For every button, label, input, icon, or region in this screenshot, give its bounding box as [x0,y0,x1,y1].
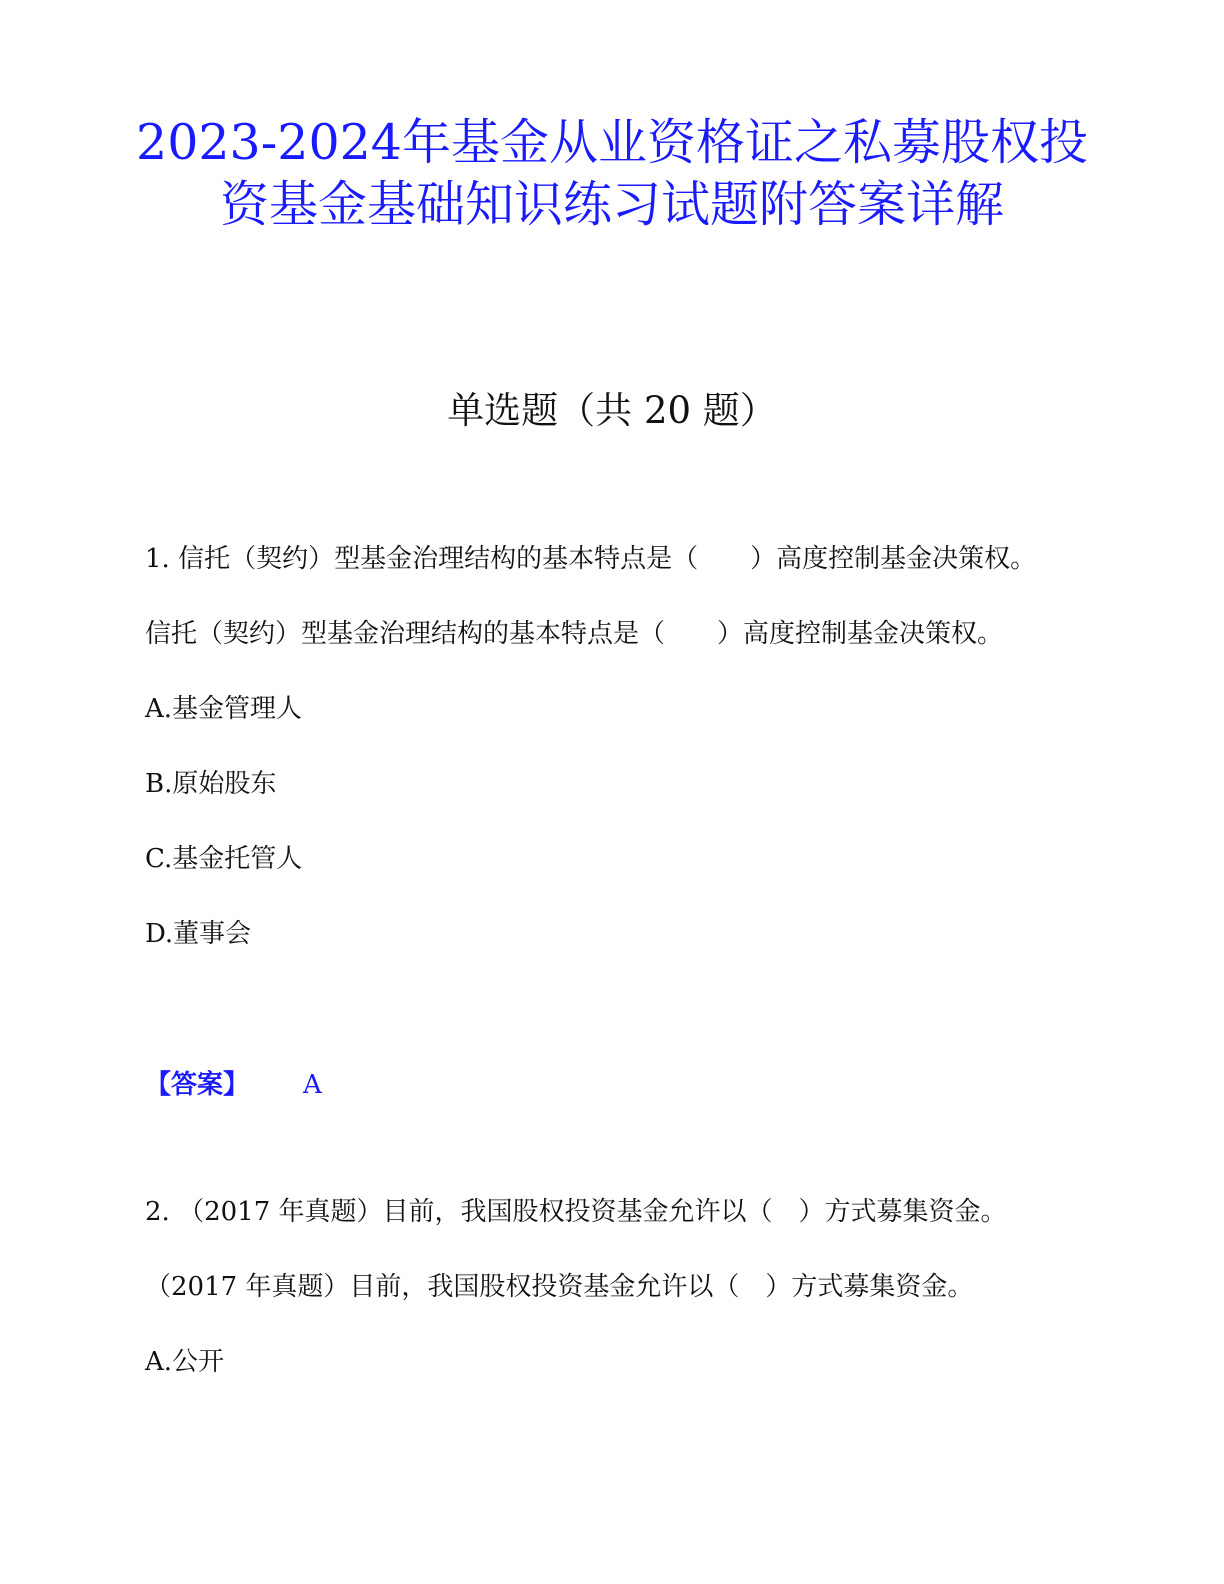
question-2-number-line: 2. （2017 年真题）目前，我国股权投资基金允许以（ ）方式募集资金。 [145,1197,1007,1227]
question-1-option-a: A.基金管理人 [145,694,303,724]
question-1-option-c: C.基金托管人 [145,844,303,874]
document-title: 2023-2024年基金从业资格证之私募股权投资基金基础知识练习试题附答案详解 [136,114,1088,233]
section-heading: 单选题（共 20 题） [447,389,777,432]
question-2-option-a: A.公开 [145,1347,225,1377]
question-1-stem: 信托（契约）型基金治理结构的基本特点是（ ）高度控制基金决策权。 [145,619,1004,649]
question-1-option-d: D.董事会 [145,919,252,949]
answer-value: A [303,1070,322,1100]
question-1-answer [145,1068,322,1102]
question-2-stem: （2017 年真题）目前，我国股权投资基金允许以（ ）方式募集资金。 [145,1272,974,1302]
question-1-option-b: B.原始股东 [145,769,277,799]
question-1-number-line: 1. 信托（契约）型基金治理结构的基本特点是（ ）高度控制基金决策权。 [145,544,1037,574]
answer-label: 【答案】 [145,1070,250,1100]
